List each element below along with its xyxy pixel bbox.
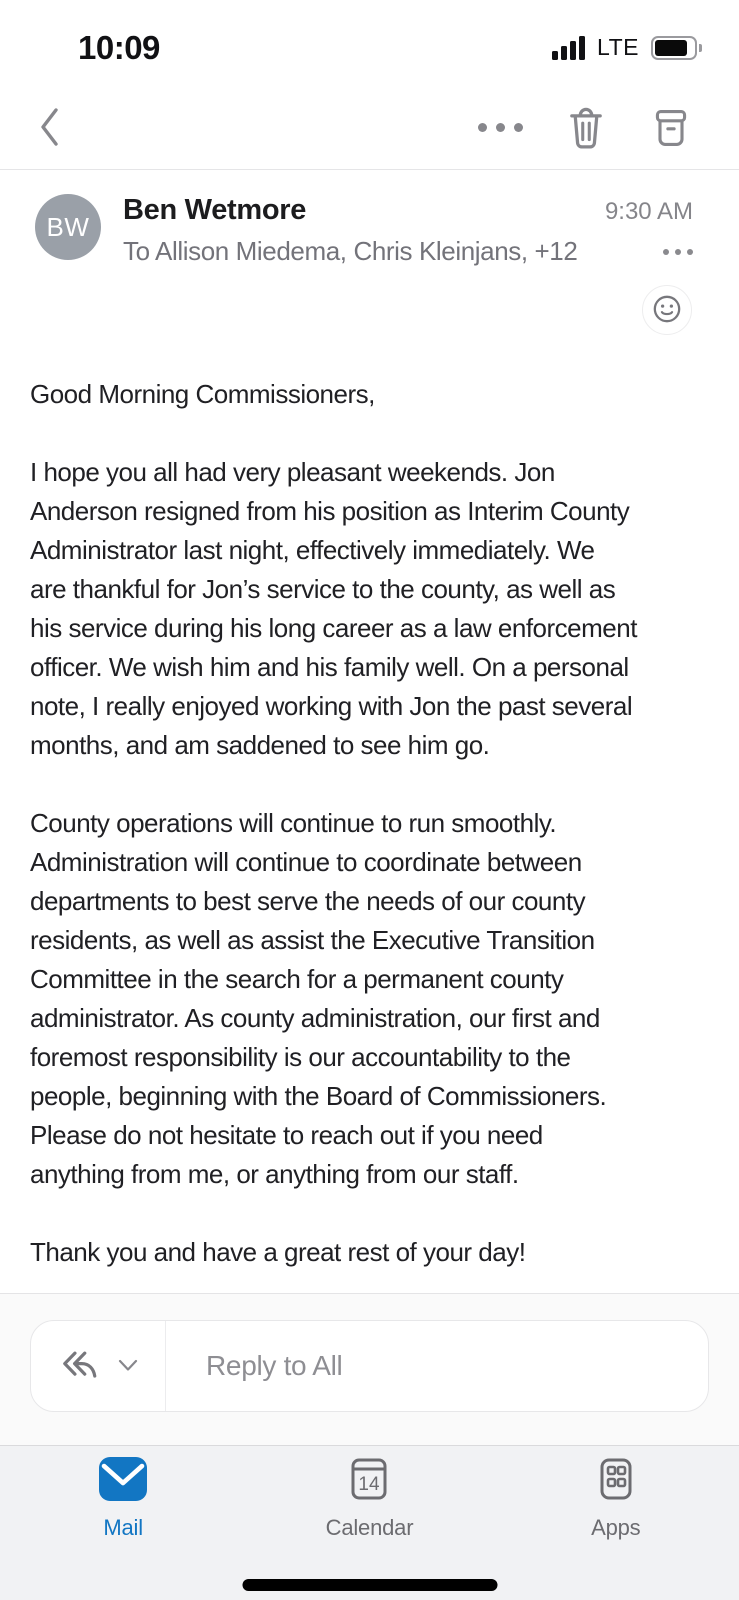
body-text-line: I hope you all had very pleasant weekends. Jon (30, 457, 555, 487)
body-text-line: his service during his long career as a law enforcement (30, 613, 637, 643)
paragraph (30, 453, 709, 765)
body-text-line: people, beginning with the Board of Commissioners. (30, 1081, 607, 1111)
tab-calendar-label: Calendar (325, 1515, 414, 1540)
body-text-line: officer. We wish him and his family well. On a personal (30, 652, 629, 682)
apps-icon (593, 1456, 639, 1507)
body-text-line: Good Morning Commissioners, (30, 379, 375, 409)
body-text-line: foremost responsibility is our accountability to the (30, 1042, 571, 1072)
ellipsis-icon (478, 123, 523, 132)
reply-input[interactable] (166, 1321, 708, 1411)
delete-button[interactable] (563, 102, 609, 152)
reply-all-icon (57, 1345, 101, 1388)
tab-apps-label: Apps (591, 1515, 641, 1540)
sender-name: Ben Wetmore (123, 194, 307, 226)
message-header (0, 170, 739, 350)
status-indicators (552, 34, 697, 61)
sender-avatar[interactable]: BW (35, 194, 101, 260)
email-body (0, 350, 739, 1293)
reply-mode-selector[interactable] (31, 1321, 166, 1411)
body-text-line: Thank you and have a great rest of your day! (30, 1237, 526, 1267)
more-options-button[interactable] (478, 123, 523, 132)
body-text-line: anything from me, or anything from our staff. (30, 1159, 519, 1189)
chevron-down-icon (115, 1355, 141, 1378)
nav-bar (0, 85, 739, 170)
body-text-line: Anderson resigned from his position as Interim County (30, 496, 630, 526)
body-text-line: months, and am saddened to see him go. (30, 730, 490, 760)
chevron-left-icon (34, 104, 64, 150)
tab-calendar[interactable] (246, 1446, 492, 1600)
reply-section (0, 1293, 739, 1445)
tab-mail-label: Mail (103, 1515, 143, 1540)
body-text-line: note, I really enjoyed working with Jon the past several (30, 691, 633, 721)
recipients-summary[interactable]: To Allison Miedema, Chris Kleinjans, +12 (123, 236, 578, 266)
calendar-icon (345, 1456, 393, 1507)
body-text-line: departments to best serve the needs of our county (30, 886, 586, 916)
body-text-line: Committee in the search for a permanent county (30, 964, 564, 994)
archive-icon (649, 103, 693, 151)
calendar-day-number: 14 (358, 1474, 381, 1495)
paragraph (30, 375, 709, 414)
body-text-line: administrator. As county administration, our first and (30, 1003, 600, 1033)
paragraph (30, 804, 709, 1194)
add-reaction-button[interactable] (642, 285, 692, 335)
body-text-line: Please do not hesitate to reach out if you need (30, 1120, 543, 1150)
tab-bar (0, 1445, 739, 1600)
home-indicator[interactable] (242, 1579, 497, 1591)
tab-apps[interactable] (493, 1446, 739, 1600)
body-text-line: Administration will continue to coordinate between (30, 847, 582, 877)
tab-mail[interactable] (0, 1446, 246, 1600)
trash-icon (563, 102, 609, 152)
archive-button[interactable] (649, 103, 693, 151)
reply-pill (30, 1320, 709, 1412)
message-time: 9:30 AM (604, 198, 693, 225)
battery-icon (651, 36, 697, 60)
body-text-line: Administrator last night, effectively immediately. We (30, 535, 595, 565)
back-button[interactable] (34, 104, 64, 150)
paragraph (30, 1233, 709, 1272)
recipients-ellipsis-icon[interactable] (663, 249, 693, 255)
body-text-line: residents, as well as assist the Executive Transition (30, 925, 595, 955)
smiley-icon (650, 292, 684, 329)
mail-icon (98, 1456, 148, 1507)
body-text-line: are thankful for Jon’s service to the county, as well as (30, 574, 616, 604)
status-time: 10:09 (78, 28, 160, 66)
network-type-label: LTE (597, 34, 639, 60)
body-text-line: County operations will continue to run smoothly. (30, 808, 557, 838)
status-bar (0, 0, 739, 85)
signal-bars-icon (552, 36, 585, 60)
